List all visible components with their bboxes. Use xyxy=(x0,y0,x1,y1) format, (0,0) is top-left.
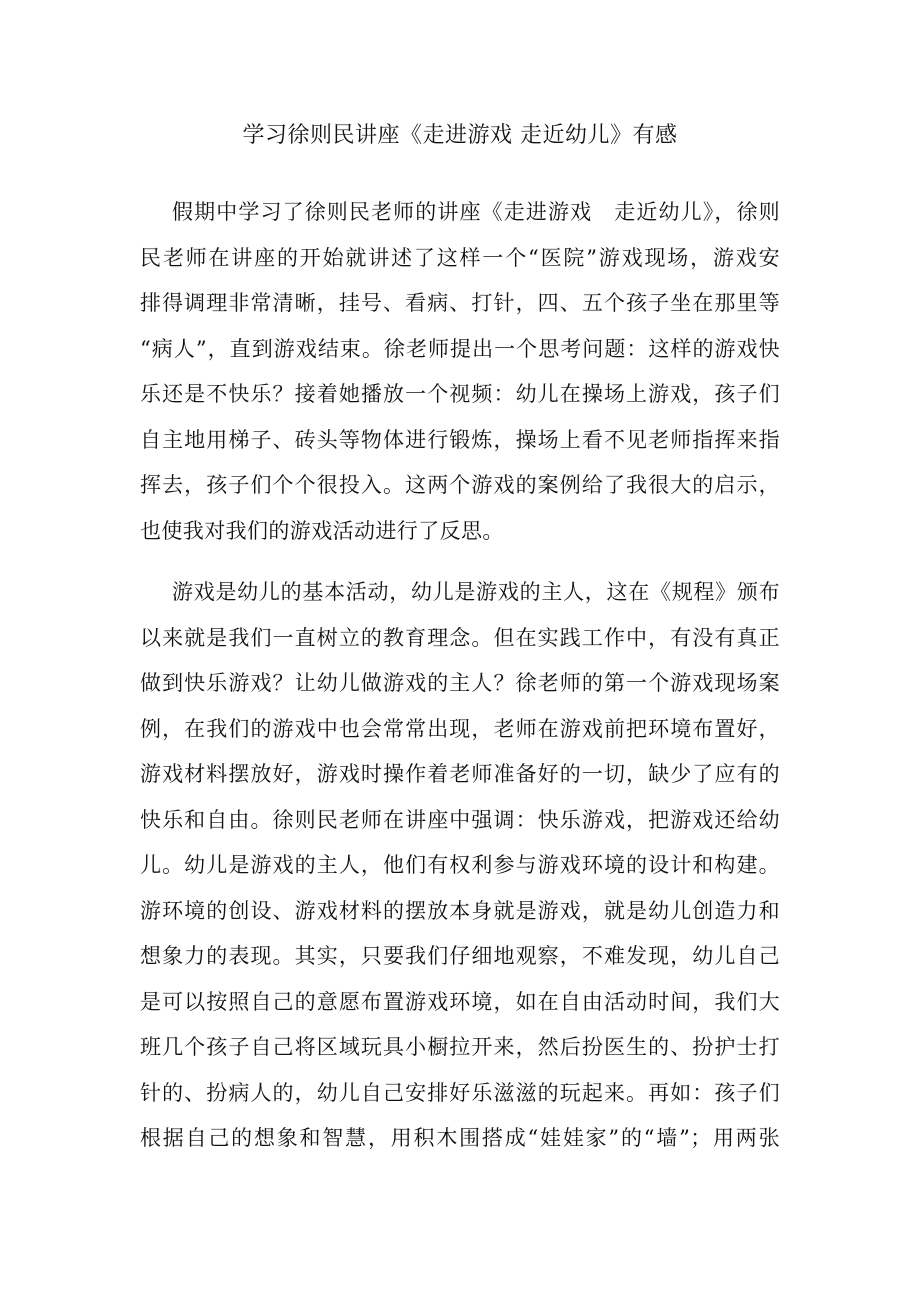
paragraph-line: 民老师在讲座的开始就讲述了这样一个“医院”游戏现场，游戏安 xyxy=(140,245,780,270)
paragraph-line: 游戏是幼儿的基本活动，幼儿是游戏的主人，这在《规程》颁布 xyxy=(172,580,780,604)
paragraph-line: 挥去，孩子们个个很投入。这两个游戏的案例给了我很大的启示， xyxy=(140,473,780,497)
paragraph-line: 也使我对我们的游戏活动进行了反思。 xyxy=(140,518,504,543)
paragraph-line: 假期中学习了徐则民老师的讲座《走进游戏 走近幼儿》，徐则 xyxy=(172,200,780,224)
paragraph-line: 游戏材料摆放好，游戏时操作着老师准备好的一切，缺少了应有的 xyxy=(140,762,780,786)
paragraph-line: 乐还是不快乐？接着她播放一个视频：幼儿在操场上游戏，孩子们 xyxy=(140,382,780,406)
paragraph-line: 儿。幼儿是游戏的主人，他们有权利参与游戏环境的设计和构建。 xyxy=(140,853,780,877)
paragraph-line: 针的、扮病人的，幼儿自己安排好乐滋滋的玩起来。再如：孩子们 xyxy=(140,1080,780,1105)
paragraph-line: 想象力的表现。其实，只要我们仔细地观察，不难发现，幼儿自己 xyxy=(140,944,780,968)
paragraph-line: 自主地用梯子、砖头等物体进行锻炼，操场上看不见老师指挥来指 xyxy=(140,427,780,452)
paragraph-line: 游环境的创设、游戏材料的摆放本身就是游戏，就是幼儿创造力和 xyxy=(140,898,780,923)
paragraph-line: 做到快乐游戏？让幼儿做游戏的主人？徐老师的第一个游戏现场案 xyxy=(140,671,780,695)
paragraph-line: 班几个孩子自己将区域玩具小橱拉开来，然后扮医生的、扮护士打 xyxy=(140,1035,780,1059)
paragraph-line: 是可以按照自己的意愿布置游戏环境，如在自由活动时间，我们大 xyxy=(140,989,780,1014)
paragraph-line: 快乐和自由。徐则民老师在讲座中强调：快乐游戏，把游戏还给幼 xyxy=(140,807,780,832)
paragraph-line: 以来就是我们一直树立的教育理念。但在实践工作中，有没有真正 xyxy=(140,625,780,650)
document-title: 学习徐则民讲座《走进游戏 走近幼儿》有感 xyxy=(242,123,678,148)
paragraph-line: “病人”，直到游戏结束。徐老师提出一个思考问题：这样的游戏快 xyxy=(140,336,780,361)
paragraph-line: 例，在我们的游戏中也会常常出现，老师在游戏前把环境布置好， xyxy=(140,716,780,741)
paragraph-2 xyxy=(140,570,780,1162)
paragraph-1 xyxy=(140,190,780,554)
paragraph-line: 排得调理非常清晰，挂号、看病、打针，四、五个孩子坐在那里等 xyxy=(140,291,780,315)
paragraph-line: 根据自己的想象和智慧，用积木围搭成“娃娃家”的“墙”；用两张 xyxy=(140,1126,780,1150)
